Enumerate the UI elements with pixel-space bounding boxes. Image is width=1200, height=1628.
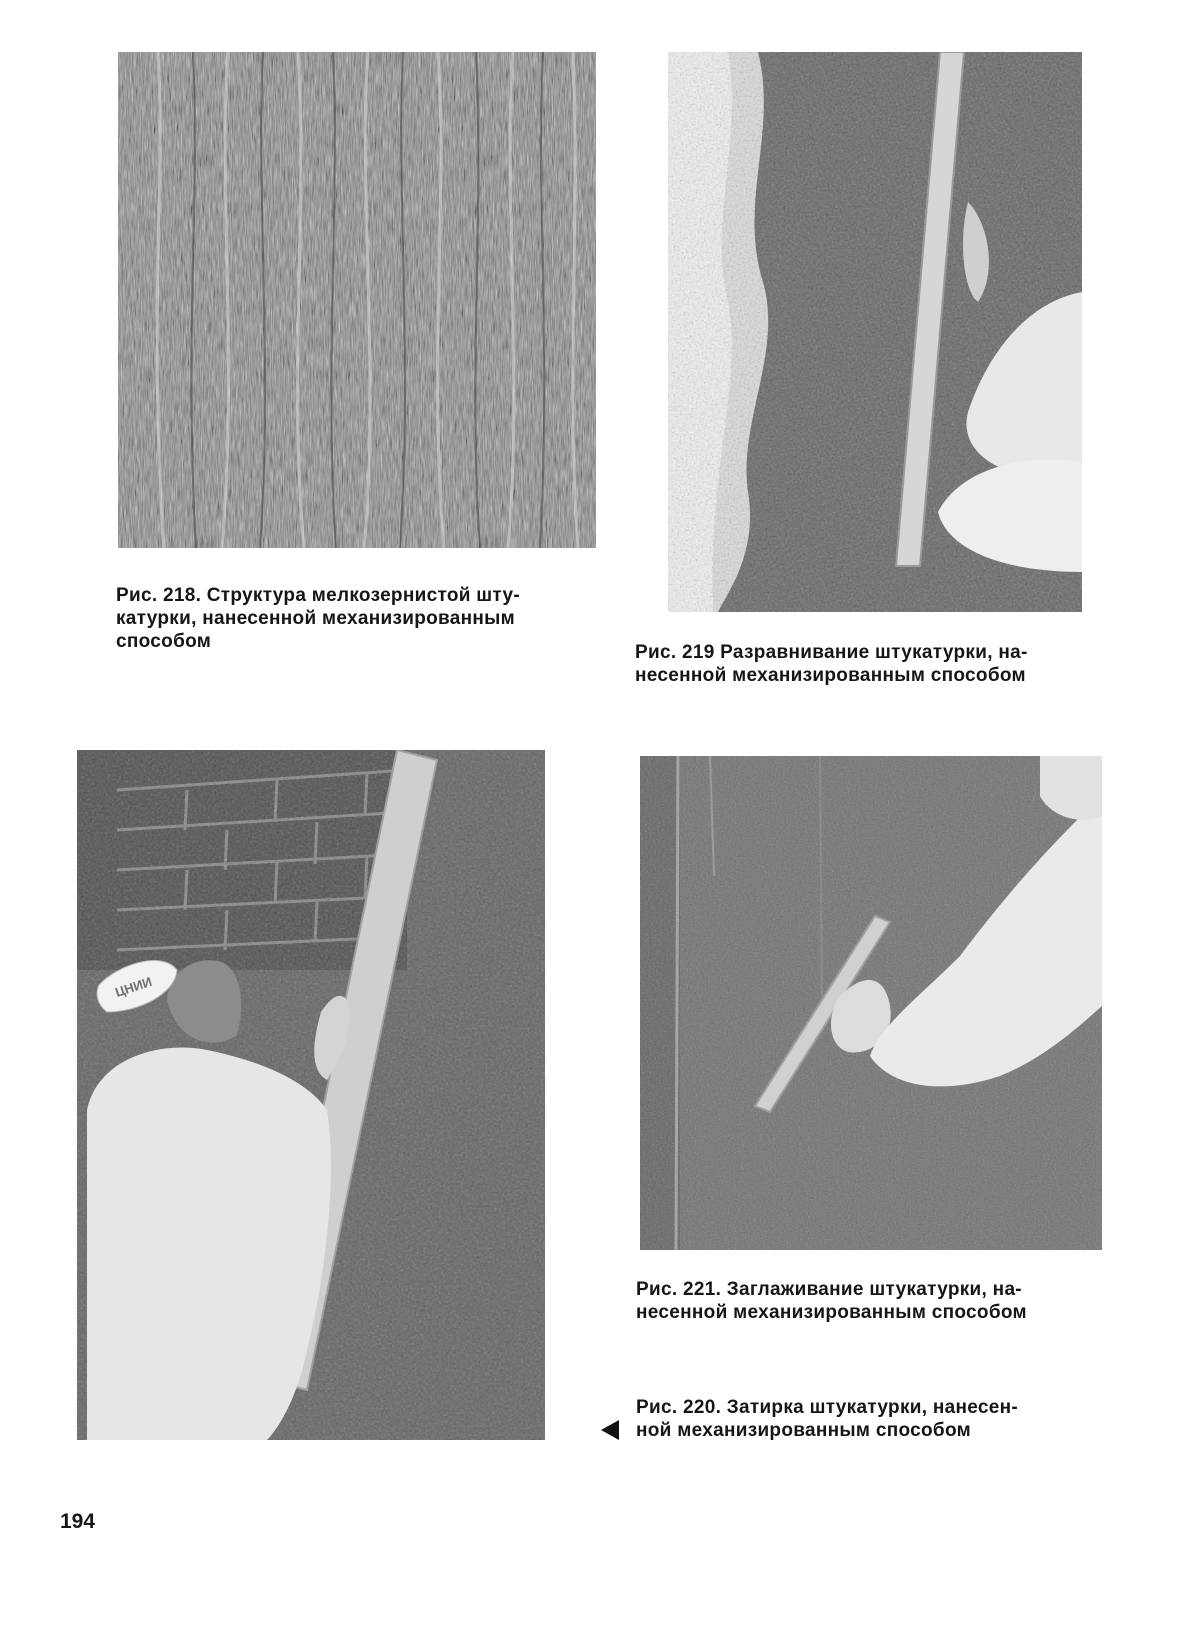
caption-text-line-3: способом — [116, 631, 212, 652]
caption-text-line-1: Заглаживание штукатурки, на- — [726, 1279, 1022, 1300]
page-number: 194 — [60, 1510, 96, 1533]
caption-text-line-2: катурки, нанесенной механизированным — [116, 608, 516, 629]
caption-text-line-2: несенной механизированным способом — [636, 1302, 1027, 1323]
plaster-texture-image — [118, 52, 596, 548]
caption-text-line-2: ной механизированным способом — [636, 1420, 971, 1441]
photo-fig-218 — [118, 52, 596, 548]
figure-label: Рис. 218. — [116, 585, 202, 606]
floating-photo-image — [77, 750, 545, 1440]
caption-text-line-1: Разравнивание штукатурки, на- — [720, 642, 1028, 663]
figure-label: Рис. 221. — [636, 1279, 722, 1300]
caption-fig-221 — [636, 1278, 1116, 1324]
photo-fig-219 — [668, 52, 1082, 612]
caption-text-line-2: несенной механизированным способом — [635, 665, 1026, 686]
caption-text-line-1: Затирка штукатурки, нанесен- — [726, 1397, 1019, 1418]
smoothing-photo-image — [640, 756, 1102, 1250]
cap-marking-text: ЦНИИ — [113, 973, 154, 1000]
photo-fig-221 — [640, 756, 1102, 1250]
leveling-photo-image — [668, 52, 1082, 612]
left-triangle-arrow-icon — [601, 1420, 619, 1440]
caption-fig-218 — [116, 584, 606, 653]
photo-fig-220 — [77, 750, 545, 1440]
caption-text-line-1: Структура мелкозернистой шту- — [206, 585, 520, 606]
figure-label: Рис. 219 — [635, 642, 715, 663]
figure-label: Рис. 220. — [636, 1397, 722, 1418]
caption-fig-219 — [635, 641, 1115, 687]
caption-fig-220 — [636, 1396, 1116, 1442]
